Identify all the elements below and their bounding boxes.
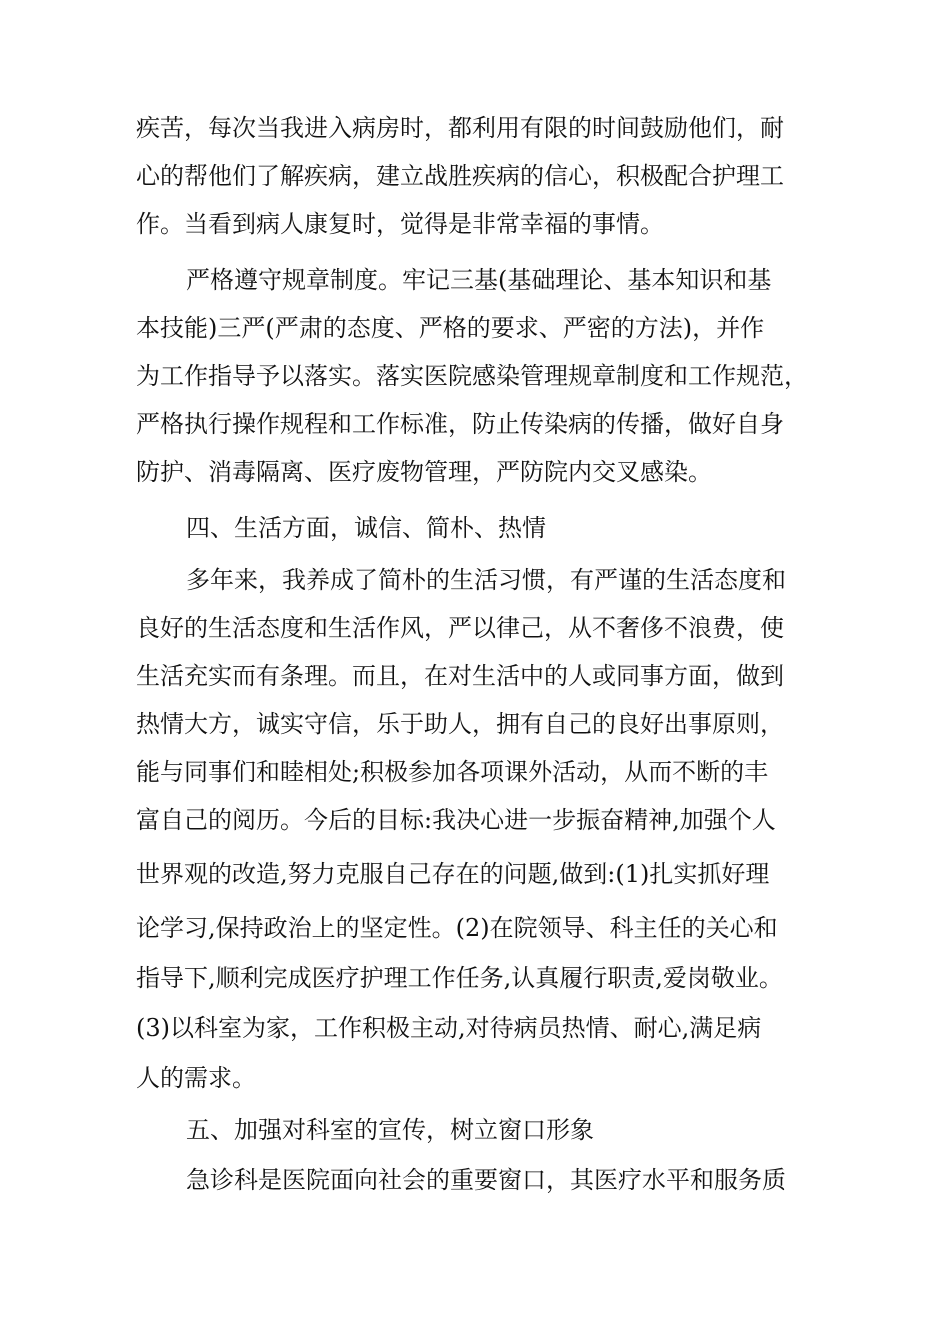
text-line: 防护、消毒隔离、医疗废物管理，严防院内交叉感染。 bbox=[136, 458, 712, 486]
text-line: 疾苦，每次当我进入病房时，都利用有限的时间鼓励他们，耐 bbox=[136, 114, 784, 142]
text-line: 本技能)三严(严肃的态度、严格的要求、严密的方法)，并作 bbox=[136, 314, 765, 342]
text-line: 能与同事们和睦相处;积极参加各项课外活动，从而不断的丰 bbox=[136, 758, 769, 786]
text-line: 为工作指导予以落实。落实医院感染管理规章制度和工作规范， bbox=[136, 362, 808, 390]
section-heading-4: 四、生活方面，诚信、简朴、热情 bbox=[186, 514, 546, 542]
text-line: 富自己的阅历。今后的目标:我决心进一步振奋精神,加强个人 bbox=[136, 806, 776, 834]
text-line: 人的需求。 bbox=[136, 1064, 256, 1092]
paragraph-start: 多年来，我养成了简朴的生活习惯，有严谨的生活态度和 bbox=[186, 566, 786, 594]
text-line: 作。当看到病人康复时，觉得是非常幸福的事情。 bbox=[136, 210, 664, 238]
text-line: 指导下,顺利完成医疗护理工作任务,认真履行职责,爱岗敬业。 bbox=[136, 964, 783, 992]
paragraph-start: 急诊科是医院面向社会的重要窗口，其医疗水平和服务质 bbox=[186, 1166, 786, 1194]
text-line: 良好的生活态度和生活作风，严以律己，从不奢侈不浪费，使 bbox=[136, 614, 784, 642]
text-line: 热情大方，诚实守信，乐于助人，拥有自己的良好出事原则， bbox=[136, 710, 784, 738]
section-heading-5: 五、加强对科室的宣传，树立窗口形象 bbox=[186, 1116, 594, 1144]
text-line: (3)以科室为家，工作积极主动,对待病员热情、耐心,满足病 bbox=[136, 1014, 762, 1042]
text-line: 严格执行操作规程和工作标准，防止传染病的传播，做好自身 bbox=[136, 410, 784, 438]
text-line: 世界观的改造,努力克服自己存在的问题,做到:(1)扎实抓好理 bbox=[136, 860, 770, 888]
text-line: 论学习,保持政治上的坚定性。(2)在院领导、科主任的关心和 bbox=[136, 914, 778, 942]
text-line: 心的帮他们了解疾病，建立战胜疾病的信心，积极配合护理工 bbox=[136, 162, 784, 190]
paragraph-start: 严格遵守规章制度。牢记三基(基础理论、基本知识和基 bbox=[186, 266, 772, 294]
text-line: 生活充实而有条理。而且，在对生活中的人或同事方面，做到 bbox=[136, 662, 784, 690]
